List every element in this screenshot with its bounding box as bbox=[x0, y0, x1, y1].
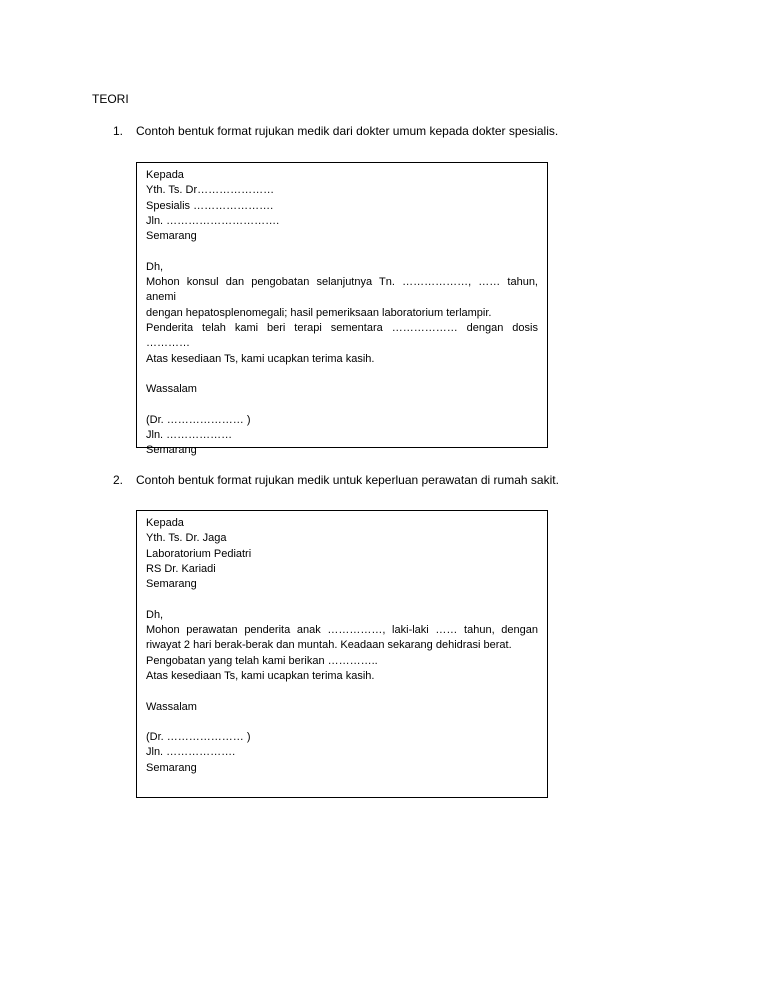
list-item-title: Contoh bentuk format rujukan medik untuk keperluan perawatan di rumah sakit. bbox=[136, 473, 559, 487]
list-item-1 bbox=[113, 124, 558, 138]
list-number: 2. bbox=[113, 473, 124, 487]
letter-line: Laboratorium Pediatri bbox=[146, 547, 252, 560]
letter-line: Semarang bbox=[146, 230, 197, 243]
blank-line bbox=[146, 684, 538, 699]
letter-line: Kepada bbox=[146, 169, 184, 181]
list-number: 1. bbox=[113, 124, 124, 138]
letter-line: Atas kesediaan Ts, kami ucapkan terima kasih. bbox=[146, 352, 375, 365]
blank-line bbox=[146, 397, 538, 412]
letter-line: Semarang bbox=[146, 444, 197, 457]
letter-line: Penderita telah kami beri terapi sementara ……………… dengan dosis bbox=[146, 321, 538, 334]
letter-line: Pengobatan yang telah kami berikan ………….. bbox=[146, 654, 378, 667]
letter-line: Yth. Ts. Dr………………… bbox=[146, 184, 275, 197]
section-heading: TEORI bbox=[92, 92, 129, 106]
referral-letter-hospital bbox=[136, 510, 548, 798]
list-item-2 bbox=[113, 473, 559, 487]
letter-line: Wassalam bbox=[146, 383, 197, 396]
letter-line: Semarang bbox=[146, 761, 197, 774]
letter-line: Spesialis …………………. bbox=[146, 199, 274, 212]
letter-line: RS Dr. Kariadi bbox=[146, 562, 216, 575]
letter-line: (Dr. ………………… ) bbox=[146, 731, 251, 744]
letter-line: Kepada bbox=[146, 517, 184, 529]
blank-line bbox=[146, 244, 538, 259]
letter-line: Dh, bbox=[146, 260, 164, 273]
referral-letter-specialist bbox=[136, 162, 548, 457]
letter-line: Jln. ………………. bbox=[146, 746, 236, 759]
letter-line: Mohon konsul dan pengobatan selanjutnya Tn. ………………, …… tahun, anemi bbox=[146, 276, 538, 304]
letter-line: Dh, bbox=[146, 608, 164, 621]
letter-line: (Dr. ………………… ) bbox=[146, 413, 251, 426]
letter-line: Mohon perawatan penderita anak ……………, laki-laki …… tahun, dengan bbox=[146, 624, 538, 637]
letter-line: Jln. …………………………. bbox=[146, 214, 280, 227]
letter-line: Wassalam bbox=[146, 700, 197, 713]
letter-line: Jln. ……………… bbox=[146, 429, 233, 442]
letter-line: riwayat 2 hari berak-berak dan muntah. Keadaan sekarang dehidrasi berat. bbox=[146, 639, 512, 652]
letter-line: Yth. Ts. Dr. Jaga bbox=[146, 532, 227, 545]
list-item-title: Contoh bentuk format rujukan medik dari dokter umum kepada dokter spesialis. bbox=[136, 124, 559, 138]
letter-line: Semarang bbox=[146, 578, 197, 591]
letter-line: dengan hepatosplenomegali; hasil pemeriksaan laboratorium terlampir. bbox=[146, 306, 492, 319]
letter-line: ………… bbox=[146, 337, 190, 350]
blank-line bbox=[146, 715, 538, 730]
blank-line bbox=[146, 367, 538, 382]
blank-line bbox=[146, 592, 538, 607]
letter-line: Atas kesediaan Ts, kami ucapkan terima kasih. bbox=[146, 669, 375, 682]
